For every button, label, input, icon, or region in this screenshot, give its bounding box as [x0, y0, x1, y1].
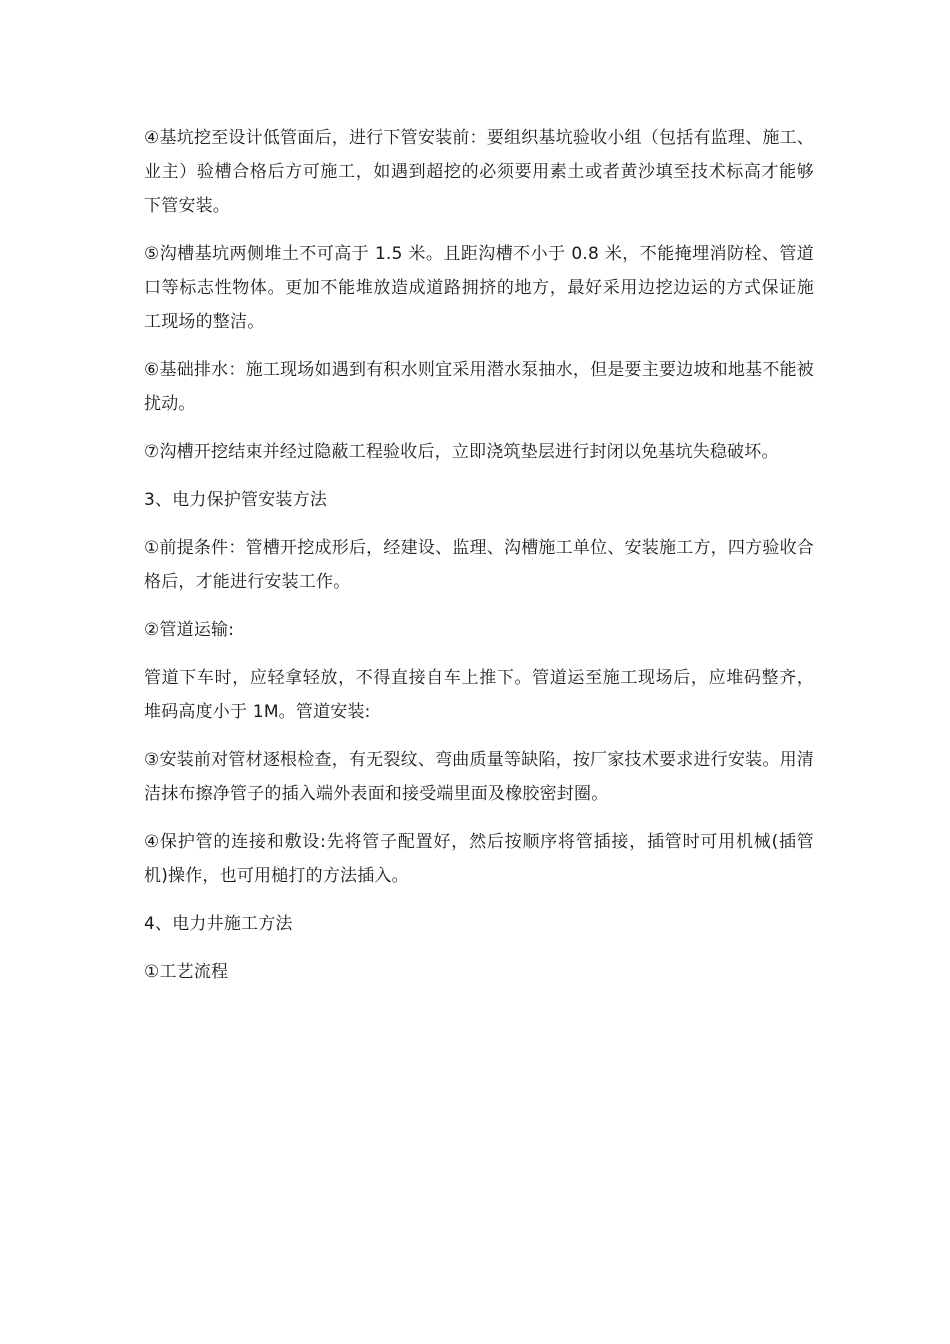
- paragraph-drainage: ⑥基础排水：施工现场如遇到有积水则宜采用潜水泵抽水，但是要主要边坡和地基不能被扰动。: [144, 360, 814, 414]
- paragraph-pipe-transport-heading: ②管道运输:: [144, 620, 235, 640]
- section-heading-protection-pipe: 3、电力保护管安装方法: [144, 490, 328, 510]
- section-heading-power-well: 4、电力井施工方法: [144, 914, 293, 934]
- document-body: [144, 121, 814, 1003]
- paragraph-prerequisites: ①前提条件：管槽开挖成形后，经建设、监理、沟槽施工单位、安装施工方，四方验收合格后，才能进行安装工作。: [144, 538, 814, 592]
- paragraph-process-flow: ①工艺流程: [144, 962, 229, 982]
- paragraph-pipe-unloading: 管道下车时，应轻拿轻放，不得直接自车上推下。管道运至施工现场后，应堆码整齐，堆码高度小于 1M。管道安装:: [144, 668, 814, 722]
- paragraph-pipe-connection: ④保护管的连接和敷设:先将管子配置好，然后按顺序将管插接，插管时可用机械(插管机)操作，也可用槌打的方法插入。: [144, 832, 814, 886]
- paragraph-pipe-inspection: ③安装前对管材逐根检查，有无裂纹、弯曲质量等缺陷，按厂家技术要求进行安装。用清洁抹布擦净管子的插入端外表面和接受端里面及橡胶密封圈。: [144, 750, 814, 804]
- paragraph-soil-stacking: ⑤沟槽基坑两侧堆土不可高于 1.5 米。且距沟槽不小于 0.8 米，不能掩埋消防栓、管道口等标志性物体。更加不能堆放造成道路拥挤的地方，最好采用边挖边运的方式保证施工现场的整洁。: [144, 244, 814, 332]
- paragraph-foundation-pit-acceptance: ④基坑挖至设计低管面后，进行下管安装前：要组织基坑验收小组（包括有监理、施工、业主）验槽合格后方可施工，如遇到超挖的必须要用素土或者黄沙填至技术标高才能够下管安装。: [144, 128, 814, 216]
- paragraph-cushion-pouring: ⑦沟槽开挖结束并经过隐蔽工程验收后，立即浇筑垫层进行封闭以免基坑失稳破坏。: [144, 442, 779, 462]
